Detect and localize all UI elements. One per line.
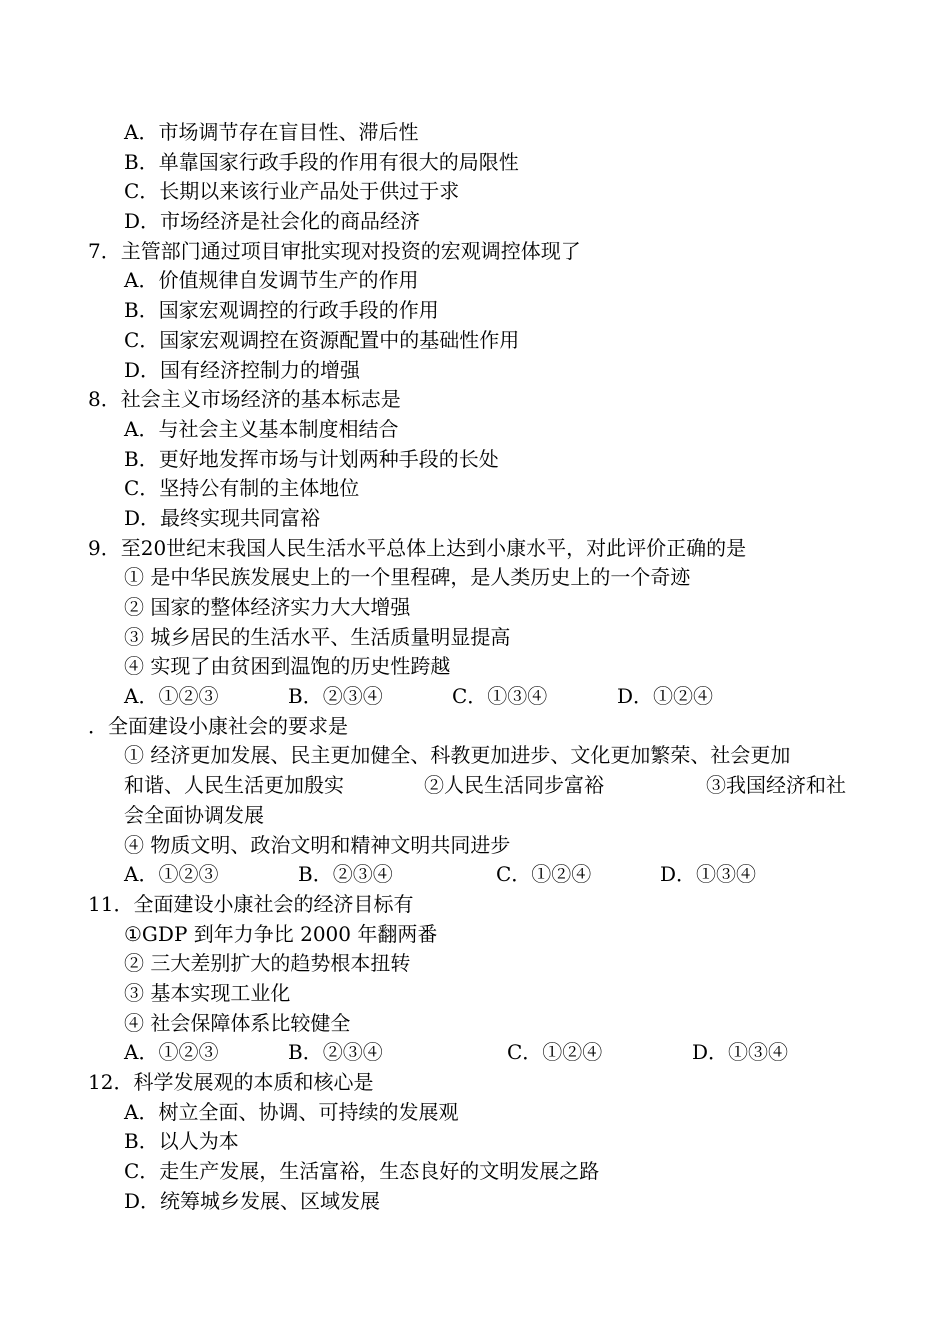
exam-page [0,118,950,1216]
q12-option-d: D．统筹城乡发展、区域发展 [124,1188,381,1213]
q12-stem: 12．科学发展观的本质和核心是 [88,1070,374,1094]
q11-item-2: ② 三大差别扩大的趋势根本扭转 [124,951,411,976]
q8-option-d: D．最终实现共同富裕 [124,505,321,530]
q9-choice-a: A．①②③ [124,684,219,709]
q12-option-c: C．走生产发展，生活富裕，生态良好的文明发展之路 [124,1159,600,1184]
q10-choice-c: C．①②④ [496,862,592,887]
q7-option-a: A．价值规律自发调节生产的作用 [124,268,419,293]
q10-item-4: ④ 物质文明、政治文明和精神文明共同进步 [124,832,511,857]
q7-option-b: B．国家宏观调控的行政手段的作用 [124,298,439,323]
q11-item-1: ①GDP 到年力争比 2000 年翻两番 [124,921,438,946]
q12-option-b: B．以人为本 [124,1129,239,1154]
q6-option-c: C．长期以来该行业产品处于供过于求 [124,179,460,204]
q10-item-1-line-1: ① 经济更加发展、民主更加健全、科教更加进步、文化更加繁荣、社会更加 [124,743,791,768]
q11-choice-b: B．②③④ [288,1040,383,1065]
q11-choice-a: A．①②③ [124,1040,219,1065]
q11-choice-d: D．①③④ [692,1040,789,1065]
q10-item-3: ③我国经济和社 [706,773,846,798]
q11-item-3: ③ 基本实现工业化 [124,980,291,1005]
q8-option-a: A．与社会主义基本制度相结合 [124,416,399,441]
q10-stem: ．全面建设小康社会的要求是 [88,713,348,738]
q11-choices-row [0,1038,950,1068]
q9-choice-b: B．②③④ [288,684,383,709]
q10-item-3-cont: 会全面协调发展 [124,802,264,827]
q9-item-1: ① 是中华民族发展史上的一个里程碑，是人类历史上的一个奇迹 [124,565,691,590]
q8-stem: 8．社会主义市场经济的基本标志是 [88,387,401,412]
q7-option-d: D．国有经济控制力的增强 [124,357,361,382]
q7-option-c: C．国家宏观调控在资源配置中的基础性作用 [124,327,520,352]
q6-option-a: A．市场调节存在盲目性、滞后性 [124,120,419,144]
q10-choice-d: D．①③④ [660,862,757,887]
q9-item-4: ④ 实现了由贫困到温饱的历史性跨越 [124,654,451,679]
q9-stem: 9．至20世纪末我国人民生活水平总体上达到小康水平，对此评价正确的是 [88,535,747,560]
q9-item-3: ③ 城乡居民的生活水平、生活质量明显提高 [124,624,511,649]
q12-option-a: A．树立全面、协调、可持续的发展观 [124,1099,459,1124]
q7-stem: 7．主管部门通过项目审批实现对投资的宏观调控体现了 [88,238,581,263]
q10-item-1-cont: 和谐、人民生活更加殷实 [124,773,344,798]
q8-option-c: C．坚持公有制的主体地位 [124,476,360,501]
q9-choice-d: D．①②④ [617,684,714,709]
q6-option-b: B．单靠国家行政手段的作用有很大的局限性 [124,149,519,174]
q10-item-2: ②人民生活同步富裕 [424,773,604,798]
q10-choice-a: A．①②③ [124,862,219,887]
q10-item-1-line-2 [0,771,950,801]
q11-stem: 11．全面建设小康社会的经济目标有 [88,891,414,916]
q11-choice-c: C．①②④ [507,1040,603,1065]
q6-option-d: D．市场经济是社会化的商品经济 [124,209,421,234]
q10-choices-row [0,860,950,890]
q9-choices-row [0,682,950,712]
q8-option-b: B．更好地发挥市场与计划两种手段的长处 [124,446,499,471]
q11-item-4: ④ 社会保障体系比较健全 [124,1010,351,1035]
q9-choice-c: C．①③④ [452,684,548,709]
q10-choice-b: B．②③④ [298,862,393,887]
q9-item-2: ② 国家的整体经济实力大大增强 [124,595,411,619]
